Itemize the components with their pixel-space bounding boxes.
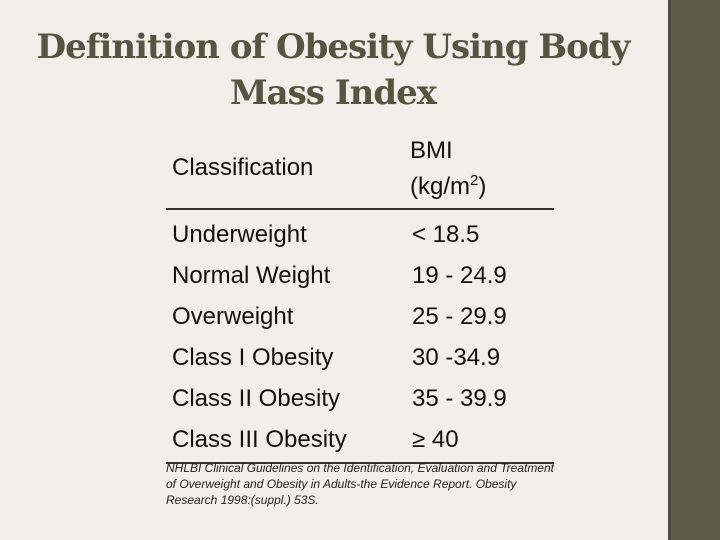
row-classification: Overweight xyxy=(172,303,294,330)
slide-title-line-1: Definition of Obesity Using Body xyxy=(36,27,630,67)
row-classification: Underweight xyxy=(172,221,307,248)
table-row xyxy=(166,378,554,419)
bmi-classification-table xyxy=(166,134,554,464)
table-row xyxy=(166,419,554,460)
header-bmi-unit-exponent: 2 xyxy=(470,172,479,189)
table-row xyxy=(166,255,554,296)
header-bmi-unit xyxy=(410,169,486,205)
table-row xyxy=(166,214,554,255)
header-bmi-label: BMI xyxy=(410,137,453,164)
row-classification: Class III Obesity xyxy=(172,426,347,453)
header-bmi xyxy=(410,133,486,205)
row-classification: Normal Weight xyxy=(172,262,331,289)
row-bmi: < 18.5 xyxy=(412,221,480,248)
sidebar-edge xyxy=(668,0,671,540)
row-classification: Class II Obesity xyxy=(172,385,341,412)
row-bmi: 35 - 39.9 xyxy=(412,385,507,412)
decorative-sidebar xyxy=(668,0,720,540)
row-bmi: ≥ 40 xyxy=(412,426,459,453)
row-bmi: 30 -34.9 xyxy=(412,344,501,371)
header-bmi-unit-prefix: (kg/m xyxy=(410,173,470,200)
source-citation: NHLBI Clinical Guidelines on the Identification, Evaluation and Treatment of Overweight and Obesity in Adults-the Evidence Report. Obesity Research 1998:(suppl.) 53S. xyxy=(166,461,554,507)
table-body xyxy=(166,210,554,464)
header-classification: Classification xyxy=(172,154,314,181)
slide-title-line-2: Mass Index xyxy=(229,73,437,113)
row-classification: Class I Obesity xyxy=(172,344,334,371)
table-header-row xyxy=(166,134,554,210)
table-row xyxy=(166,296,554,337)
header-bmi-unit-suffix: ) xyxy=(478,173,487,200)
row-bmi: 19 - 24.9 xyxy=(412,262,507,289)
row-bmi: 25 - 29.9 xyxy=(412,303,507,330)
table-row xyxy=(166,337,554,378)
slide-title xyxy=(18,24,648,116)
